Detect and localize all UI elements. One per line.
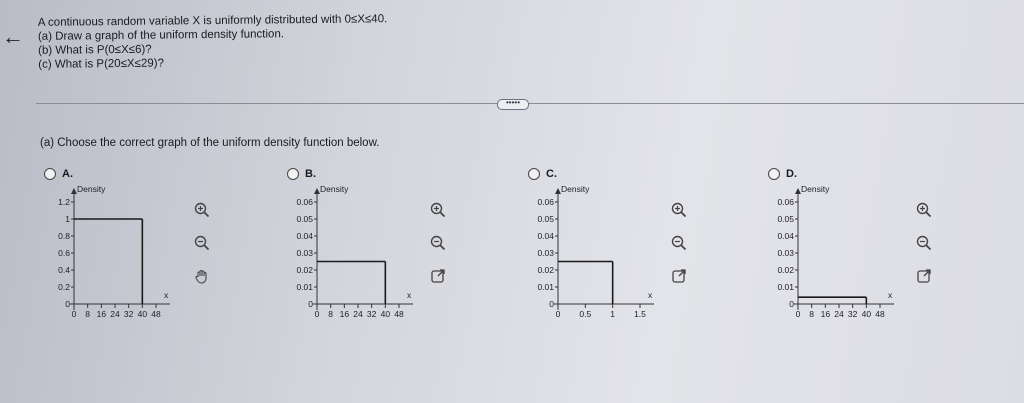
zoom-out-icon[interactable] xyxy=(914,233,934,253)
y-tick-label: 0.05 xyxy=(777,214,794,224)
y-tick-label: 0.04 xyxy=(537,231,554,241)
y-tick-label: 0.03 xyxy=(777,248,794,258)
x-tick-label: 32 xyxy=(847,309,858,319)
y-tick-label: 0.02 xyxy=(777,265,794,275)
y-tick-label: 0.04 xyxy=(777,231,794,241)
y-tick-label: 0.6 xyxy=(58,248,70,258)
question-intro: A continuous random variable X is uniformly distributed with 0≤X≤40. xyxy=(37,13,388,29)
x-tick-label: 16 xyxy=(820,309,831,319)
more-options-button[interactable]: ••••• xyxy=(497,99,529,110)
option-a-radio[interactable] xyxy=(44,168,56,180)
x-tick-label: 1.5 xyxy=(634,309,646,319)
option-c-label: C. xyxy=(546,168,557,180)
x-tick-label: 32 xyxy=(366,309,377,319)
x-tick-label: 40 xyxy=(380,309,391,319)
x-tick-label: 0 xyxy=(314,309,320,319)
y-axis-label: Density xyxy=(77,184,106,194)
x-tick-label: 24 xyxy=(834,309,844,319)
x-tick-label: 16 xyxy=(96,309,107,319)
x-tick-label: 40 xyxy=(861,309,872,319)
x-tick-label: 48 xyxy=(394,309,404,319)
x-axis-label: x xyxy=(888,290,893,300)
zoom-out-icon[interactable] xyxy=(669,233,689,253)
x-tick-label: 8 xyxy=(328,309,334,319)
x-tick-label: 8 xyxy=(85,309,91,319)
x-tick-label: 0.5 xyxy=(579,309,592,319)
y-tick-label: 0.03 xyxy=(296,248,313,258)
y-axis-label: Density xyxy=(801,184,830,194)
option-d-chart xyxy=(768,186,938,326)
zoom-in-icon[interactable] xyxy=(428,200,448,220)
question-part-b: (b) What is P(0≤X≤6)? xyxy=(38,43,152,57)
option-a-chart xyxy=(44,186,214,326)
x-tick-label: 0 xyxy=(71,309,77,319)
section-divider xyxy=(36,103,1024,104)
option-c[interactable] xyxy=(528,168,768,338)
x-tick-label: 16 xyxy=(339,309,350,319)
x-tick-label: 32 xyxy=(123,309,134,319)
x-tick-label: 0 xyxy=(795,309,801,319)
x-tick-label: 48 xyxy=(151,309,161,319)
y-tick-label: 0.01 xyxy=(777,282,794,292)
zoom-out-icon[interactable] xyxy=(192,233,212,253)
option-a[interactable] xyxy=(44,168,284,338)
option-b-radio[interactable] xyxy=(287,168,299,180)
x-tick-label: 48 xyxy=(875,309,885,319)
y-tick-label: 0 xyxy=(65,299,70,309)
y-tick-label: 0 xyxy=(789,299,794,309)
y-tick-label: 0.02 xyxy=(296,265,313,275)
x-tick-label: 24 xyxy=(353,309,363,319)
option-d-label: D. xyxy=(786,168,797,180)
question-text xyxy=(38,12,388,72)
option-b-label: B. xyxy=(305,168,316,180)
y-tick-label: 0.4 xyxy=(58,265,70,275)
x-axis-label: x xyxy=(407,290,412,300)
y-tick-label: 0.2 xyxy=(58,282,70,292)
x-tick-label: 0 xyxy=(555,309,561,319)
x-tick-label: 40 xyxy=(137,309,148,319)
zoom-in-icon[interactable] xyxy=(914,200,934,220)
external-link-icon[interactable] xyxy=(669,266,689,286)
zoom-in-icon[interactable] xyxy=(192,200,212,220)
option-a-label: A. xyxy=(62,168,73,180)
external-link-icon[interactable] xyxy=(428,266,448,286)
y-tick-label: 1 xyxy=(65,214,70,224)
back-arrow-icon[interactable]: ← xyxy=(2,24,24,49)
x-tick-label: 8 xyxy=(809,309,815,319)
y-tick-label: 0.01 xyxy=(537,282,554,292)
y-tick-label: 0.02 xyxy=(537,265,554,275)
question-part-c: (c) What is P(20≤X≤29)? xyxy=(38,57,165,71)
y-tick-label: 0 xyxy=(308,299,313,309)
pan-hand-icon[interactable] xyxy=(192,266,212,286)
y-tick-label: 0.05 xyxy=(296,214,313,224)
x-tick-label: 1 xyxy=(610,309,616,319)
question-part-a: (a) Draw a graph of the uniform density function. xyxy=(37,28,285,43)
y-tick-label: 0.03 xyxy=(537,248,554,258)
x-axis-label: x xyxy=(648,290,653,300)
y-axis-label: Density xyxy=(320,184,349,194)
option-c-radio[interactable] xyxy=(528,168,540,180)
y-tick-label: 0.01 xyxy=(296,282,313,292)
y-tick-label: 0.06 xyxy=(537,197,554,207)
external-link-icon[interactable] xyxy=(914,266,934,286)
y-tick-label: 0.04 xyxy=(296,231,313,241)
y-tick-label: 0.8 xyxy=(58,231,70,241)
y-tick-label: 0 xyxy=(549,299,554,309)
option-d[interactable] xyxy=(768,168,1008,338)
x-axis-label: x xyxy=(164,290,169,300)
y-axis-label: Density xyxy=(561,184,590,194)
y-tick-label: 1.2 xyxy=(58,197,70,207)
option-b[interactable] xyxy=(287,168,527,338)
y-tick-label: 0.05 xyxy=(537,214,554,224)
zoom-in-icon[interactable] xyxy=(669,200,689,220)
option-d-radio[interactable] xyxy=(768,168,780,180)
x-tick-label: 24 xyxy=(110,309,120,319)
y-tick-label: 0.06 xyxy=(777,197,794,207)
y-tick-label: 0.06 xyxy=(296,197,313,207)
zoom-out-icon[interactable] xyxy=(428,233,448,253)
section-a-prompt: (a) Choose the correct graph of the uniform density function below. xyxy=(40,137,380,149)
